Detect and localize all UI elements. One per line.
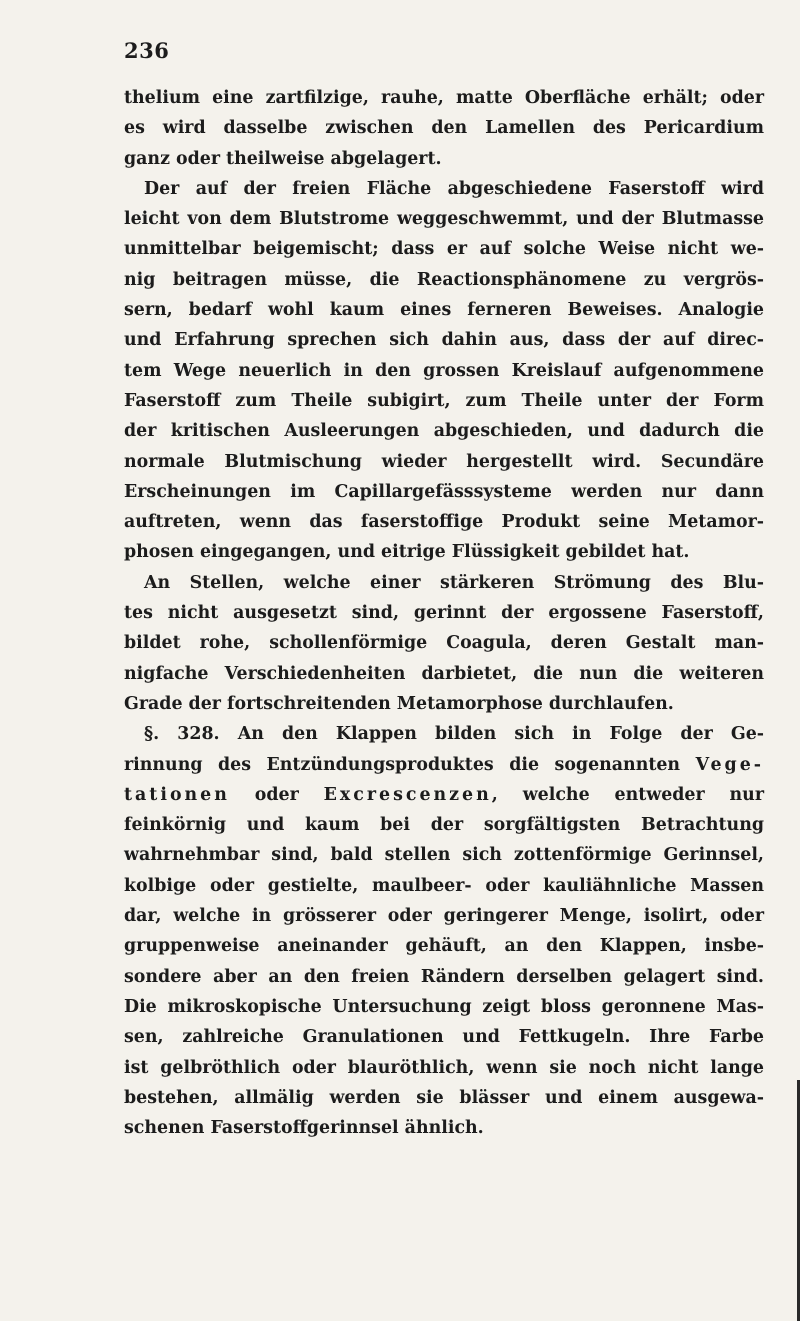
body-text xyxy=(124,83,764,1143)
text-line xyxy=(124,780,764,810)
text-line: es wird dasselbe zwischen den Lamellen des Pericardium xyxy=(124,118,764,139)
text-line: dar, welche in grösserer oder geringerer Menge, isolirt, oder xyxy=(124,906,764,927)
text-line: thelium eine zartfilzige, rauhe, matte Oberfläche erhält; oder xyxy=(124,88,764,108)
text-line: auftreten, wenn das faserstoffige Produkt seine Metamor- xyxy=(124,512,764,533)
text-line: Grade der fortschreitenden Metamorphose durchlaufen. xyxy=(124,693,674,714)
text-line: Faserstoff zum Theile subigirt, zum Theile unter der Form xyxy=(124,390,764,411)
text-line: normale Blutmischung wieder hergestellt wird. Secundäre xyxy=(124,451,764,472)
spaced-term: Excrescenzen xyxy=(323,784,492,805)
spaced-term: Vege- xyxy=(695,754,764,775)
text-line: sen, zahlreiche Granulationen und Fettkugeln. Ihre Farbe xyxy=(124,1027,764,1048)
text-line: phosen eingegangen, und eitrige Flüssigkeit gebildet hat. xyxy=(124,542,690,563)
text-line: bestehen, allmälig werden sie blässer und einem ausgewa- xyxy=(124,1087,764,1108)
text-line: nigfache Verschiedenheiten darbietet, die nun die weiteren xyxy=(124,663,764,684)
text-line: tes nicht ausgesetzt sind, gerinnt der ergossene Faserstoff, xyxy=(124,603,764,624)
text-line: schenen Faserstoffgerinnsel ähnlich. xyxy=(124,1118,484,1139)
text-line: sondere aber an den freien Rändern derselben gelagert sind. xyxy=(124,966,764,987)
page-number: 236 xyxy=(124,38,170,63)
text-line: der kritischen Ausleerungen abgeschieden, und dadurch die xyxy=(124,421,764,442)
text-line: feinkörnig und kaum bei der sorgfältigsten Betrachtung xyxy=(124,815,764,836)
text-run: , welche entweder nur xyxy=(491,784,764,805)
text-line: Der auf der freien Fläche abgeschiedene Faserstoff wird xyxy=(144,178,764,199)
text-line xyxy=(124,750,764,780)
text-line: tem Wege neuerlich in den grossen Kreislauf aufgenommene xyxy=(124,360,764,381)
text-line: §. 328. An den Klappen bilden sich in Folge der Ge- xyxy=(144,724,764,745)
text-line: unmittelbar beigemischt; dass er auf solche Weise nicht we- xyxy=(124,239,764,260)
text-line: Erscheinungen im Capillargefässsysteme werden nur dann xyxy=(124,481,764,502)
text-line: Die mikroskopische Untersuchung zeigt bloss geronnene Mas- xyxy=(124,996,764,1017)
text-line: gruppenweise aneinander gehäuft, an den Klappen, insbe- xyxy=(124,936,764,957)
text-line: nig beitragen müsse, die Reactionsphänomene zu vergrös- xyxy=(124,269,764,290)
text-line: kolbige oder gestielte, maulbeer- oder kauliähnliche Massen xyxy=(124,875,764,896)
text-line: An Stellen, welche einer stärkeren Strömung des Blu- xyxy=(144,572,764,593)
text-line: wahrnehmbar sind, bald stellen sich zottenförmige Gerinnsel, xyxy=(124,845,764,866)
text-run: rinnung des Entzündungsproduktes die sogenannten xyxy=(124,754,696,775)
spaced-term: tationen xyxy=(124,784,230,805)
text-line: bildet rohe, schollenförmige Coagula, deren Gestalt man- xyxy=(124,633,764,654)
text-line: ist gelbröthlich oder blauröthlich, wenn sie noch nicht lange xyxy=(124,1057,764,1078)
text-line: leicht von dem Blutstrome weggeschwemmt, und der Blutmasse xyxy=(124,209,764,230)
text-line: sern, bedarf wohl kaum eines ferneren Beweises. Analogie xyxy=(124,300,764,321)
text-line: ganz oder theilweise abgelagert. xyxy=(124,148,442,169)
text-run: oder xyxy=(229,784,324,805)
text-line: und Erfahrung sprechen sich dahin aus, dass der auf direc- xyxy=(124,330,764,351)
